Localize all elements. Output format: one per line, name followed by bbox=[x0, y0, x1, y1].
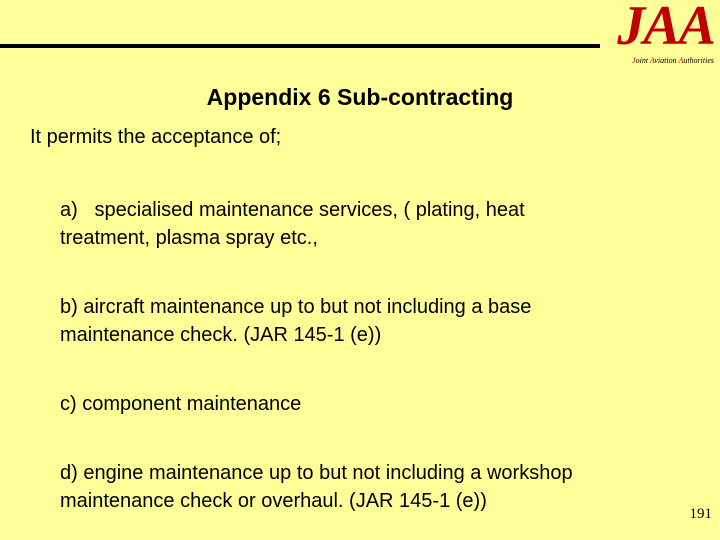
list-item-line: d) engine maintenance up to but not including a workshop bbox=[60, 462, 573, 484]
logo-sub-1: oint bbox=[635, 56, 650, 65]
list-item bbox=[60, 293, 700, 349]
logo-sub-a1: A bbox=[649, 56, 655, 65]
list-item-line: maintenance check or overhaul. (JAR 145-1 (e)) bbox=[60, 490, 487, 512]
jaa-logo-mark: JAA bbox=[617, 0, 714, 57]
logo-sub-j: J bbox=[632, 56, 636, 65]
list-item-line: a) specialised maintenance services, ( plating, heat bbox=[60, 199, 525, 221]
logo-sub-2: viation bbox=[654, 56, 679, 65]
list-item bbox=[60, 390, 700, 418]
jaa-logo bbox=[602, 0, 714, 70]
list-item bbox=[60, 459, 700, 515]
jaa-logo-subtitle bbox=[632, 56, 714, 65]
list-item-line: maintenance check. (JAR 145-1 (e)) bbox=[60, 324, 382, 346]
list-item-line: c) component maintenance bbox=[60, 393, 302, 415]
intro-text: It permits the acceptance of; bbox=[30, 126, 282, 148]
list-item-line: b) aircraft maintenance up to but not including a base bbox=[60, 296, 532, 318]
list-item-line: treatment, plasma spray etc., bbox=[60, 227, 318, 249]
logo-sub-3: uthorities bbox=[683, 56, 714, 65]
list-item bbox=[60, 196, 700, 252]
header-rule bbox=[0, 44, 600, 48]
slide-title: Appendix 6 Sub-contracting bbox=[206, 84, 514, 110]
logo-sub-a2: A bbox=[678, 56, 684, 65]
page-number: 191 bbox=[689, 506, 712, 522]
